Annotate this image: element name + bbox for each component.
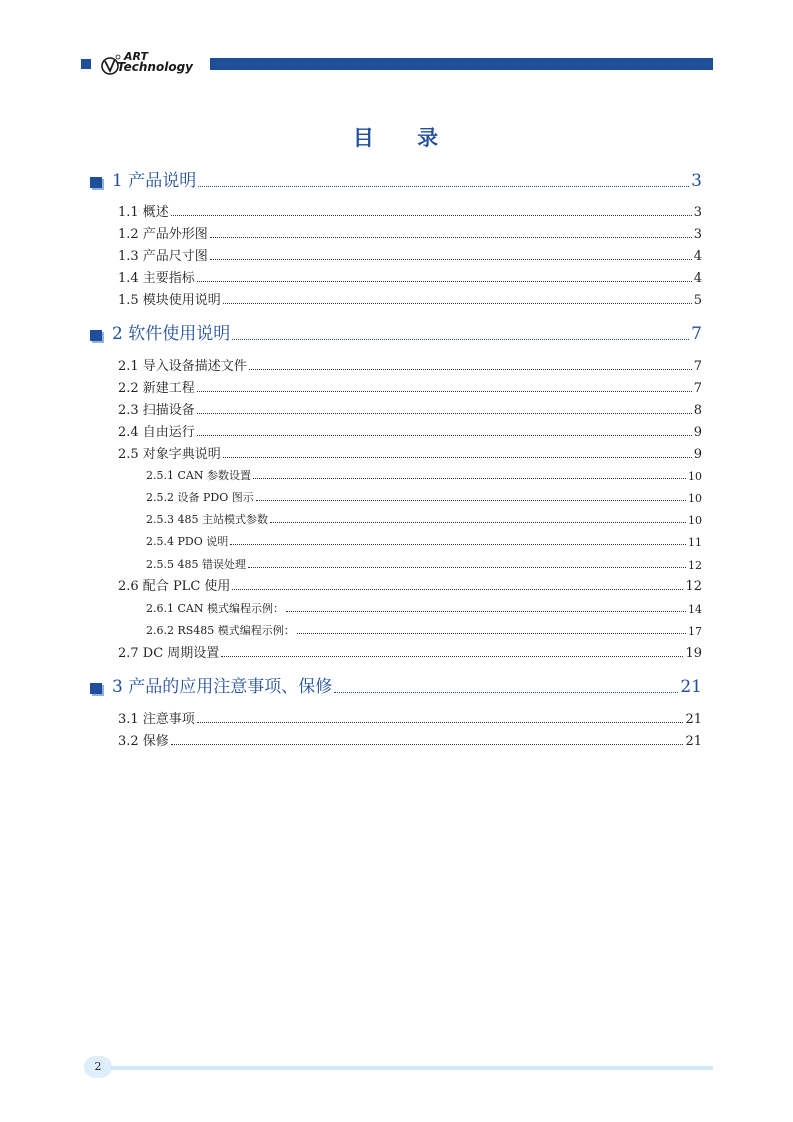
toc-entry-page: 19 <box>685 646 702 661</box>
toc-entry-label: 2.5.5 485 错误处理 <box>146 558 246 571</box>
toc-entry-label: 2.5.3 485 主站模式参数 <box>146 513 268 526</box>
toc-entry-label: 2.3 扫描设备 <box>118 403 195 418</box>
logo-line1: ART <box>124 50 148 63</box>
toc-entry[interactable] <box>118 224 702 242</box>
toc-entry[interactable] <box>90 322 702 344</box>
toc-entry-page: 10 <box>688 514 702 527</box>
toc-entry-label: 2.1 导入设备描述文件 <box>118 359 247 374</box>
toc-entry[interactable] <box>146 622 702 638</box>
toc-entry-page: 14 <box>688 603 702 616</box>
toc-leader-dots <box>223 303 692 304</box>
toc-leader-dots <box>334 692 678 693</box>
toc-entry[interactable] <box>118 422 702 440</box>
toc-entry[interactable] <box>118 444 702 462</box>
toc-leader-dots <box>286 611 686 612</box>
toc-entry-label: 2.5.2 设备 PDO 图示 <box>146 491 254 504</box>
toc-entry-label: 2.2 新建工程 <box>118 381 195 396</box>
toc-leader-dots <box>270 522 686 523</box>
toc-entry[interactable] <box>146 511 702 527</box>
toc-entry-label: 1.3 产品尺寸图 <box>118 249 208 264</box>
toc-entry-page: 21 <box>685 712 702 727</box>
toc-entry[interactable] <box>118 400 702 418</box>
page-header <box>0 50 793 80</box>
toc-entry-page: 21 <box>685 734 702 749</box>
toc-leader-dots <box>248 567 686 568</box>
toc-leader-dots <box>210 237 692 238</box>
toc-entry-page: 3 <box>693 227 702 242</box>
toc-entry-label: 2.6.2 RS485 模式编程示例： <box>146 624 295 637</box>
toc-leader-dots <box>197 281 692 282</box>
toc-entry[interactable] <box>90 169 702 191</box>
toc-entry[interactable] <box>118 268 702 286</box>
toc-entry[interactable] <box>146 533 702 549</box>
toc-entry[interactable] <box>146 467 702 483</box>
company-logo <box>99 51 209 77</box>
toc-leader-dots <box>171 215 692 216</box>
toc-entry-label: 3.1 注意事项 <box>118 712 195 727</box>
toc-entry-label: 2.4 自由运行 <box>118 425 195 440</box>
toc-entry-label: 1.5 模块使用说明 <box>118 293 221 308</box>
toc-entry[interactable] <box>146 600 702 616</box>
toc-entry-label: 2.5.4 PDO 说明 <box>146 535 229 548</box>
header-square-icon <box>81 59 91 69</box>
toc-entry-label: 3 产品的应用注意事项、保修 <box>112 677 333 697</box>
toc-entry[interactable] <box>146 489 702 505</box>
toc-leader-dots <box>197 391 692 392</box>
toc-entry-label: 2.5.1 CAN 参数设置 <box>146 469 251 482</box>
toc-entry[interactable] <box>118 731 702 749</box>
toc-leader-dots <box>249 369 692 370</box>
toc-entry-page: 9 <box>693 447 702 462</box>
toc-entry-label: 1.1 概述 <box>118 205 169 220</box>
toc-leader-dots <box>253 478 686 479</box>
toc-entry-page: 7 <box>693 381 702 396</box>
page-title: 目 录 <box>352 126 457 150</box>
toc-entry-page: 21 <box>680 677 702 697</box>
toc-leader-dots <box>197 435 692 436</box>
toc-entry-label: 2.7 DC 周期设置 <box>118 646 220 661</box>
toc-entry-label: 1 产品说明 <box>112 171 197 191</box>
toc-leader-dots <box>232 339 689 340</box>
toc-leader-dots <box>297 633 686 634</box>
toc-entry[interactable] <box>118 709 702 727</box>
toc-entry-page: 4 <box>693 249 702 264</box>
toc-entry-page: 5 <box>693 293 702 308</box>
toc-leader-dots <box>171 744 684 745</box>
page-number: 2 <box>84 1056 112 1078</box>
toc-entry-page: 12 <box>685 579 702 594</box>
toc-entry[interactable] <box>118 643 702 661</box>
toc-leader-dots <box>221 656 683 657</box>
chapter-square-icon <box>90 177 102 188</box>
toc-entry-label: 2 软件使用说明 <box>112 324 231 344</box>
toc-entry-page: 8 <box>693 403 702 418</box>
toc-entry-label: 2.5 对象字典说明 <box>118 447 221 462</box>
toc-leader-dots <box>198 186 689 187</box>
toc-entry-page: 3 <box>693 205 702 220</box>
toc-leader-dots <box>210 259 692 260</box>
toc-entry-page: 10 <box>688 470 702 483</box>
toc-entry-page: 3 <box>691 171 702 191</box>
toc-entry-label: 3.2 保修 <box>118 734 169 749</box>
toc-leader-dots <box>232 589 683 590</box>
chapter-square-icon <box>90 330 102 341</box>
toc-entry-page: 11 <box>688 536 702 549</box>
toc-leader-dots <box>223 457 692 458</box>
toc-entry[interactable] <box>118 246 702 264</box>
toc-entry-page: 17 <box>688 625 702 638</box>
toc-leader-dots <box>230 544 686 545</box>
toc-entry-page: 12 <box>688 559 702 572</box>
toc-leader-dots <box>256 500 686 501</box>
toc-entry-page: 10 <box>688 492 702 505</box>
toc-leader-dots <box>197 722 684 723</box>
toc-entry[interactable] <box>118 290 702 308</box>
footer-line <box>110 1066 713 1070</box>
toc-entry[interactable] <box>118 378 702 396</box>
toc-entry-page: 7 <box>691 324 702 344</box>
toc-entry-label: 1.4 主要指标 <box>118 271 195 286</box>
toc-entry[interactable] <box>118 202 702 220</box>
logo-text <box>117 51 193 73</box>
toc-entry[interactable] <box>118 356 702 374</box>
toc-entry[interactable] <box>146 556 702 572</box>
toc-entry[interactable] <box>90 675 702 697</box>
toc-entry[interactable] <box>118 576 702 594</box>
toc-entry-page: 4 <box>693 271 702 286</box>
chapter-square-icon <box>90 683 102 694</box>
toc-entry-label: 2.6 配合 PLC 使用 <box>118 579 231 594</box>
toc-entry-page: 7 <box>693 359 702 374</box>
header-bar <box>210 58 713 70</box>
toc-leader-dots <box>197 413 692 414</box>
toc-entry-page: 9 <box>693 425 702 440</box>
toc-entry-label: 1.2 产品外形图 <box>118 227 208 242</box>
logo-line2: Technology <box>117 60 193 74</box>
toc-entry-label: 2.6.1 CAN 模式编程示例： <box>146 602 284 615</box>
